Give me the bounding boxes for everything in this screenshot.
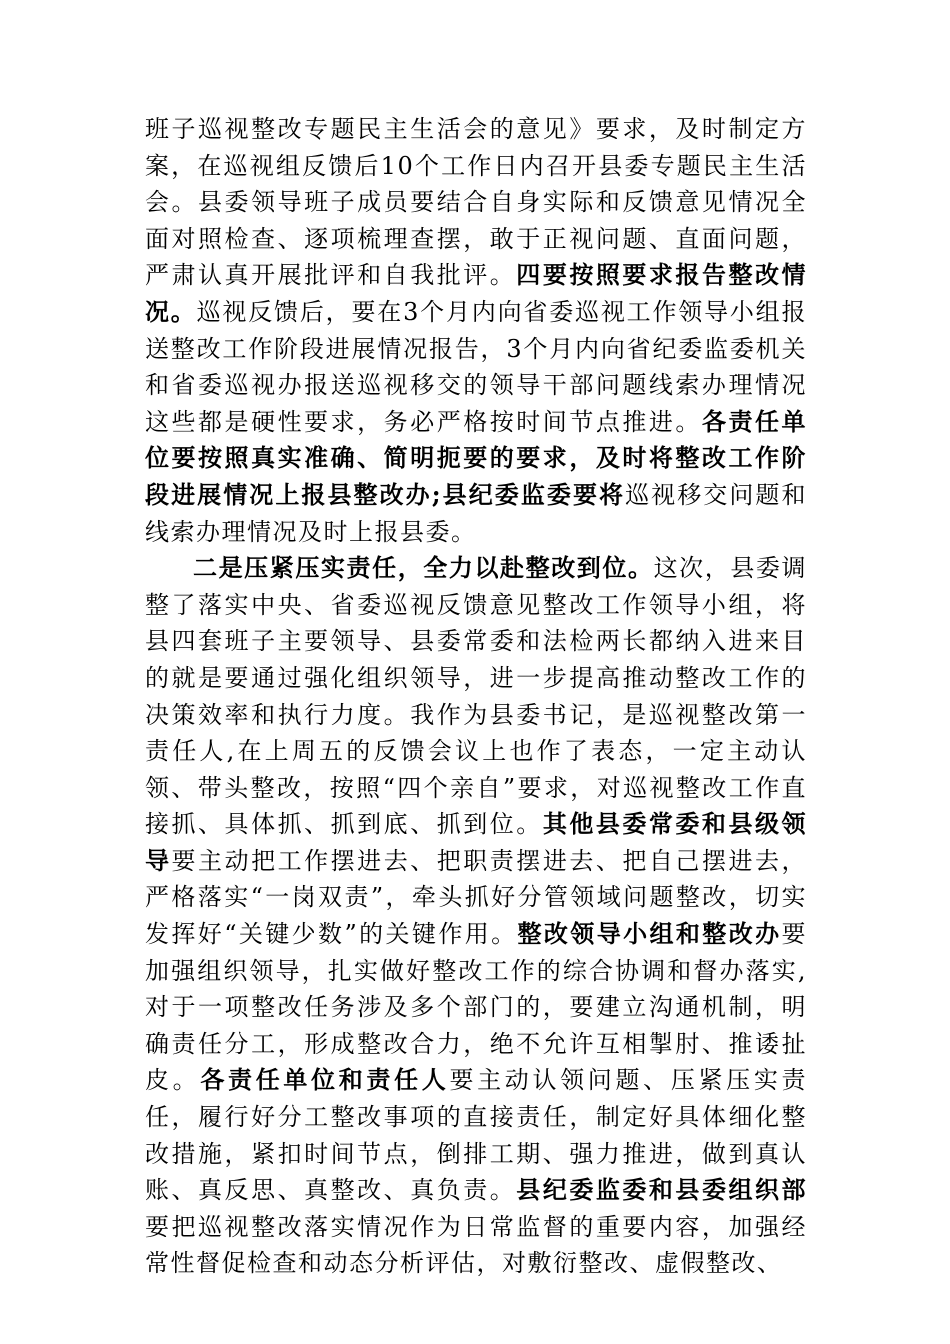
bold-heading-segment: 各责任单位和责任人 xyxy=(200,1065,450,1095)
text-segment: 要主动认领问题、压紧压实责任，履行好分工整改事项的直接责任，制定好具体细化整改措施，紧扣时间节点，倒排工期、强力推进，做到真认账、真反思、真整改、真负责。 xyxy=(145,1066,808,1205)
text-segment: 巡视移交问题和线索办理情况及时上报县委。 xyxy=(145,480,808,546)
text-segment: 要把巡视整改落实情况作为日常监督的重要内容，加强经常性督促检查和动态分析评估，对敷衍整改、虚假整改、 xyxy=(145,1212,807,1278)
text-segment: 要加强组织领导，扎实做好整改工作的综合协调和督办落实,对于一项整改任务涉及多个部门的，要建立沟通机制，明确责任分工，形成整改合力，绝不允许互相掣肘、推诿扯皮。 xyxy=(145,920,807,1095)
paragraph-1 xyxy=(145,111,807,550)
text-segment: 班子巡视整改专题民主生活会的意见》要求，及时制定方案，在巡视组反馈后10个工作日内召开县委专题民主生活会。县委领导班子成员要结合自身实际和反馈意见情况全面对照检查、逐项梳理查摆，敢于正视问题、直面问题，严肃认真开展批评和自我批评。 xyxy=(145,115,807,290)
paragraph-2 xyxy=(145,550,807,1282)
bold-heading-segment: 四要按照要求报告整改情况。 xyxy=(145,260,808,326)
bold-heading-segment: 二是压紧压实责任，全力以赴整改到位。 xyxy=(193,553,654,583)
text-segment: 要主动把工作摆进去、把职责摆进去、把自己摆进去，严格落实“一岗双责”，牵头抓好分管领域问题整改，切实发挥好“关键少数”的关键作用。 xyxy=(145,846,808,949)
text-segment: 这次，县委调整了落实中央、省委巡视反馈意见整改工作领导小组，将县四套班子主要领导、县委常委和法检两长都纳入进来目的就是要通过强化组织领导，进一步提高推动整改工作的决策效率和执行力度。我作为县委书记，是巡视整改第一责任人,在上周五的反馈会议上也作了表态，一定主动认领、带头整改，按照“四个亲自”要求，对巡视整改工作直接抓、具体抓、抓到底、抓到位。 xyxy=(145,554,808,839)
bold-heading-segment: 县纪委监委和县委组织部 xyxy=(516,1175,808,1205)
bold-heading-segment: 其他县委常委和县级领导 xyxy=(145,809,807,875)
document-body xyxy=(145,111,807,1282)
bold-heading-segment: 各责任单位要按照真实准确、简明扼要的要求，及时将整改工作阶段进展情况上报县整改办;县纪委监委要将 xyxy=(145,406,807,509)
text-segment: 巡视反馈后，要在3个月内向省委巡视工作领导小组报送整改工作阶段进展情况报告，3个月内向省纪委监委机关和省委巡视办报送巡视移交的领导干部问题线索办理情况这些都是硬性要求，务必严格按时间节点推进。 xyxy=(145,297,807,436)
bold-heading-segment: 整改领导小组和整改办 xyxy=(517,919,782,949)
